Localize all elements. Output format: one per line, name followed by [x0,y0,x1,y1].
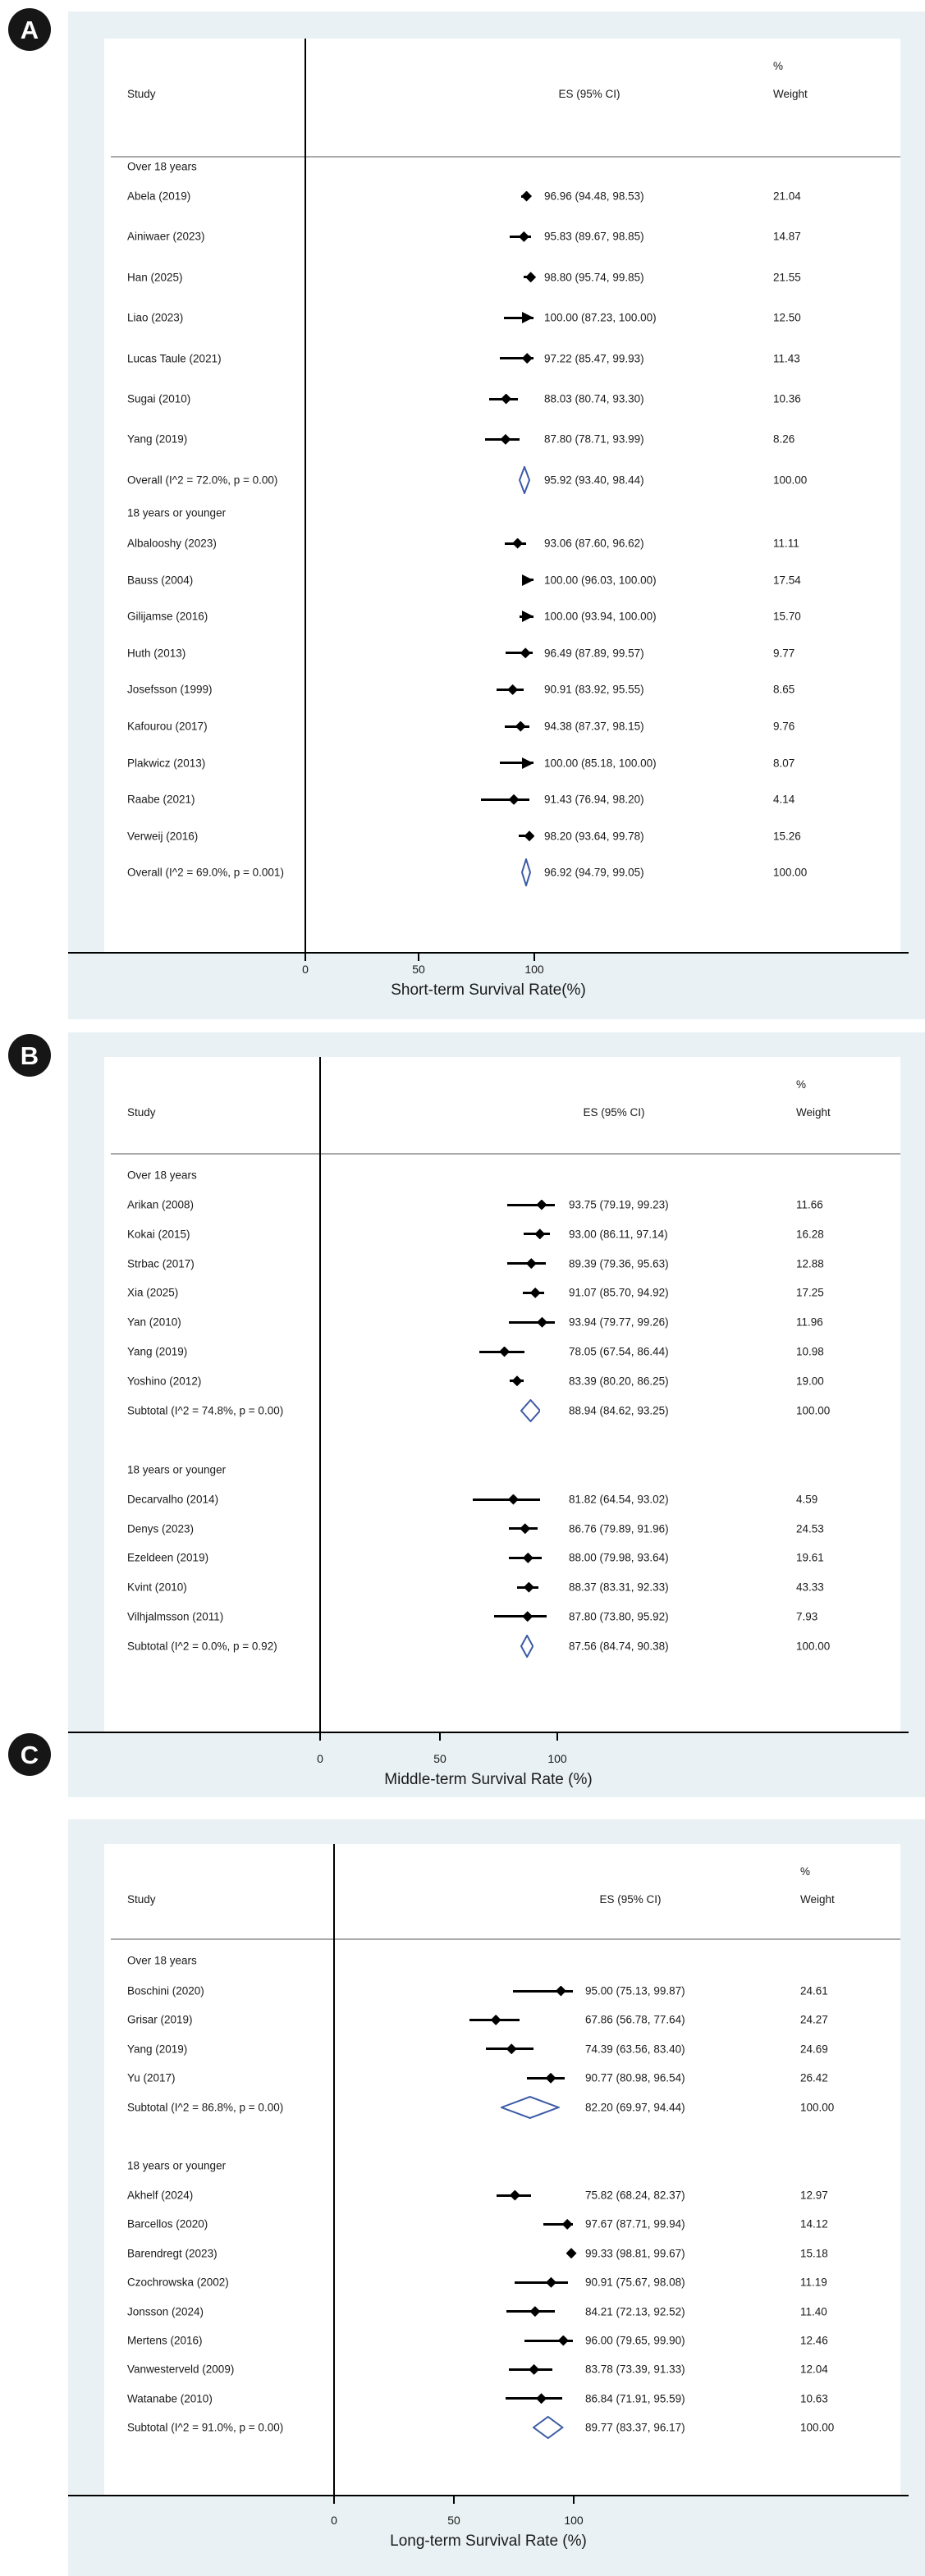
es-ci-value: 88.94 (84.62, 93.25) [569,1404,669,1417]
study-label: Yu (2017) [127,2071,176,2084]
effect-marker-diamond [526,1258,537,1269]
panel-letter: A [20,15,39,44]
x-axis-title: Long-term Survival Rate (%) [390,2533,587,2550]
es-ci-value: 95.00 (75.13, 99.87) [585,1984,685,1997]
column-header-percent: % [773,60,784,72]
weight-value: 24.27 [800,2013,828,2026]
es-ci-value: 93.06 (87.60, 96.62) [544,537,644,550]
study-label: Yoshino (2012) [127,1375,202,1388]
x-tick-label-100: 100 [564,2514,584,2527]
es-ci-value: 88.03 (80.74, 93.30) [544,392,644,405]
x-tick-100 [556,1733,558,1741]
weight-value: 4.14 [773,793,795,806]
effect-marker-diamond [524,830,534,841]
x-tick-0 [305,954,306,961]
x-tick-label-100: 100 [524,963,544,976]
study-label: Boschini (2020) [127,1984,204,1997]
effect-marker-diamond [546,2277,556,2288]
effect-marker-diamond [506,2043,517,2054]
weight-value: 100.00 [796,1640,831,1652]
column-header-weight: Weight [796,1106,831,1119]
weight-value: 100.00 [796,1404,831,1417]
column-header-study: Study [127,88,156,100]
es-ci-value: 87.80 (73.80, 95.92) [569,1610,669,1623]
column-header-study: Study [127,1106,156,1119]
panel-card [68,1032,925,1797]
ci-line [473,1498,540,1501]
study-label: Barcellos (2020) [127,2217,208,2231]
weight-value: 11.96 [796,1315,823,1329]
x-tick-label-0: 0 [331,2514,337,2527]
effect-marker-diamond [521,191,532,202]
study-label: Vilhjalmsson (2011) [127,1610,224,1623]
weight-value: 15.18 [800,2247,828,2260]
study-label: Albalooshy (2023) [127,537,217,550]
effect-marker-diamond [534,1229,545,1239]
es-ci-value: 87.80 (78.71, 93.99) [544,432,644,446]
weight-value: 11.11 [773,537,799,550]
pooled-diamond [501,2096,559,2119]
es-ci-value: 91.07 (85.70, 94.92) [569,1286,669,1299]
study-label: Decarvalho (2014) [127,1493,219,1506]
study-label: Josefsson (1999) [127,683,213,696]
weight-value: 12.97 [800,2189,828,2202]
study-label: Han (2025) [127,271,183,284]
group-label: 18 years or younger [127,1463,227,1476]
weight-value: 19.00 [796,1375,824,1388]
es-ci-value: 74.39 (63.56, 83.40) [585,2043,685,2056]
effect-marker-diamond [510,2190,520,2201]
study-label: Strbac (2017) [127,1257,195,1270]
es-ci-value: 86.84 (71.91, 95.59) [585,2392,685,2405]
weight-value: 26.42 [800,2071,828,2084]
study-label: Akhelf (2024) [127,2189,194,2202]
effect-marker-diamond [562,2219,573,2230]
es-ci-value: 94.38 (87.37, 98.15) [544,720,644,733]
pooled-diamond [520,1399,541,1422]
effect-marker-diamond [529,2306,540,2317]
weight-value: 7.93 [796,1610,818,1623]
es-ci-value: 93.94 (79.77, 99.26) [569,1315,669,1329]
effect-marker-diamond [501,394,511,405]
effect-marker-diamond [523,1553,533,1563]
weight-value: 19.61 [796,1551,824,1564]
summary-label: Subtotal (I^2 = 0.0%, p = 0.92) [127,1640,277,1652]
ci-line [506,2397,562,2400]
panel-letter: C [20,1740,39,1769]
effect-marker-diamond [522,353,533,364]
plot-area [104,1057,900,1732]
effect-marker-diamond [520,647,531,658]
forest-rows [104,1844,900,2495]
es-ci-value: 83.78 (73.39, 91.33) [585,2363,685,2376]
weight-value: 10.98 [796,1345,824,1358]
x-tick-0 [333,2496,335,2504]
weight-value: 10.36 [773,392,801,405]
es-ci-value: 90.91 (83.92, 95.55) [544,683,644,696]
effect-marker-diamond [529,2364,539,2375]
es-ci-value: 96.49 (87.89, 99.57) [544,647,644,660]
es-ci-value: 78.05 (67.54, 86.44) [569,1345,669,1358]
study-label: Kafourou (2017) [127,720,208,733]
x-tick-100 [533,954,535,961]
x-tick-0 [319,1733,321,1741]
x-tick-label-50: 50 [447,2514,460,2527]
weight-value: 8.65 [773,683,795,696]
effect-marker-diamond [511,1375,522,1386]
study-label: Gilijamse (2016) [127,610,208,623]
x-tick-50 [439,1733,441,1741]
effect-marker-diamond [536,2393,547,2404]
effect-marker-diamond [536,1200,547,1210]
es-ci-value: 83.39 (80.20, 86.25) [569,1375,669,1388]
ci-line [515,2281,568,2284]
es-ci-value: 91.43 (76.94, 98.20) [544,793,644,806]
column-header-percent: % [800,1865,811,1878]
es-ci-value: 99.33 (98.81, 99.67) [585,2247,685,2260]
x-tick-50 [453,2496,455,2504]
study-label: Liao (2023) [127,311,184,324]
weight-value: 43.33 [796,1581,824,1594]
x-tick-label-0: 0 [317,1752,323,1765]
weight-value: 10.63 [800,2392,828,2405]
effect-marker-diamond [558,2336,569,2346]
effect-marker-diamond [499,1347,510,1357]
weight-value: 12.04 [800,2363,828,2376]
es-ci-value: 98.20 (93.64, 99.78) [544,830,644,843]
study-label: Yang (2019) [127,2043,188,2056]
study-label: Kokai (2015) [127,1228,190,1241]
x-axis-line [68,2495,909,2496]
panel-a-badge [8,8,51,51]
weight-value: 24.53 [796,1522,824,1535]
summary-label: Subtotal (I^2 = 86.8%, p = 0.00) [127,2101,284,2114]
group-label: Over 18 years [127,1169,197,1182]
panel-card [68,11,925,1019]
effect-marker-diamond [509,794,520,805]
study-label: Mertens (2016) [127,2334,203,2347]
es-ci-value: 88.00 (79.98, 93.64) [569,1551,669,1564]
es-ci-value: 90.91 (75.67, 98.08) [585,2276,685,2289]
group-label: Over 18 years [127,160,197,173]
study-label: Huth (2013) [127,647,186,660]
effect-marker-diamond [519,231,529,242]
ci-line [481,798,529,801]
weight-value: 21.04 [773,190,801,203]
study-label: Plakwicz (2013) [127,757,206,770]
study-label: Vanwesterveld (2009) [127,2363,235,2376]
effect-marker-diamond [515,721,526,732]
summary-label: Subtotal (I^2 = 91.0%, p = 0.00) [127,2421,284,2434]
column-header-es: ES (95% CI) [558,88,620,100]
effect-marker-diamond [524,1582,534,1593]
x-tick-100 [573,2496,575,2504]
es-ci-value: 84.21 (72.13, 92.52) [585,2305,685,2318]
es-ci-value: 97.22 (85.47, 99.93) [544,352,644,365]
study-label: Lucas Taule (2021) [127,352,222,365]
es-ci-value: 90.77 (80.98, 96.54) [585,2071,685,2084]
study-label: Raabe (2021) [127,793,195,806]
x-tick-label-100: 100 [547,1752,567,1765]
study-label: Kvint (2010) [127,1581,187,1594]
study-label: Sugai (2010) [127,392,191,405]
study-label: Arikan (2008) [127,1198,195,1211]
column-header-weight: Weight [773,88,808,100]
es-ci-value: 82.20 (69.97, 94.44) [585,2101,685,2114]
ci-line [494,1615,547,1617]
forest-rows [104,39,900,952]
weight-value: 11.43 [773,352,800,365]
es-ci-value: 98.80 (95.74, 99.85) [544,271,644,284]
x-axis-line [68,952,909,954]
effect-marker-diamond [508,1494,519,1505]
weight-value: 8.26 [773,432,795,446]
effect-marker-diamond [522,1611,533,1622]
effect-marker-diamond [566,2248,577,2258]
es-ci-value: 88.37 (83.31, 92.33) [569,1581,669,1594]
weight-value: 12.46 [800,2334,828,2347]
panel-b-badge [8,1034,51,1077]
plot-area [104,39,900,952]
weight-value: 14.87 [773,230,801,243]
panel-c-badge [8,1733,51,1776]
summary-label: Overall (I^2 = 69.0%, p = 0.001) [127,866,284,879]
ci-line [509,1321,555,1324]
es-ci-value: 100.00 (87.23, 100.00) [544,311,657,324]
x-axis-title: Short-term Survival Rate(%) [391,981,586,999]
pooled-diamond [533,2416,563,2439]
weight-value: 100.00 [773,866,808,879]
es-ci-value: 87.56 (84.74, 90.38) [569,1640,669,1652]
study-label: Grisar (2019) [127,2013,193,2026]
study-label: Yang (2019) [127,432,188,446]
weight-value: 12.50 [773,311,801,324]
column-header-weight: Weight [800,1893,835,1906]
x-axis-title: Middle-term Survival Rate (%) [384,1771,593,1788]
es-ci-value: 75.82 (68.24, 82.37) [585,2189,685,2202]
weight-value: 8.07 [773,757,795,770]
study-label: Yang (2019) [127,1345,188,1358]
es-ci-value: 100.00 (93.94, 100.00) [544,610,657,623]
group-label: 18 years or younger [127,2159,227,2172]
effect-marker-diamond [491,2015,501,2025]
weight-value: 100.00 [773,474,808,487]
es-ci-value: 96.00 (79.65, 99.90) [585,2334,685,2347]
weight-value: 16.28 [796,1228,824,1241]
effect-marker-diamond [546,2073,556,2084]
weight-value: 100.00 [800,2421,835,2434]
pooled-diamond [521,858,531,886]
study-label: Xia (2025) [127,1286,179,1299]
study-label: Ainiwaer (2023) [127,230,205,243]
effect-marker-arrow [522,611,533,622]
weight-value: 17.25 [796,1286,824,1299]
x-axis-line [68,1732,909,1733]
study-label: Jonsson (2024) [127,2305,204,2318]
x-tick-label-0: 0 [302,963,309,976]
es-ci-value: 95.83 (89.67, 98.85) [544,230,644,243]
effect-marker-diamond [500,434,511,445]
weight-value: 21.55 [773,271,801,284]
effect-marker-arrow [522,574,533,586]
es-ci-value: 89.39 (79.36, 95.63) [569,1257,669,1270]
effect-marker-arrow [522,312,533,323]
study-label: Abela (2019) [127,190,191,203]
weight-value: 11.66 [796,1198,823,1211]
x-tick-label-50: 50 [433,1752,446,1765]
es-ci-value: 95.92 (93.40, 98.44) [544,474,644,487]
effect-marker-diamond [525,272,536,282]
study-label: Verweij (2016) [127,830,199,843]
effect-marker-diamond [520,1523,530,1534]
study-label: Denys (2023) [127,1522,195,1535]
weight-value: 9.76 [773,720,795,733]
weight-value: 14.12 [800,2217,828,2231]
weight-value: 15.26 [773,830,801,843]
panel-card [68,1819,925,2576]
x-tick-label-50: 50 [412,963,425,976]
study-label: Bauss (2004) [127,574,194,587]
column-header-study: Study [127,1893,156,1906]
weight-value: 9.77 [773,647,795,660]
study-label: Watanabe (2010) [127,2392,213,2405]
es-ci-value: 96.96 (94.48, 98.53) [544,190,644,203]
column-header-es: ES (95% CI) [599,1893,662,1906]
study-label: Yan (2010) [127,1315,181,1329]
weight-value: 100.00 [800,2101,835,2114]
effect-marker-arrow [522,757,533,769]
effect-marker-diamond [537,1317,547,1328]
es-ci-value: 93.75 (79.19, 99.23) [569,1198,669,1211]
summary-label: Subtotal (I^2 = 74.8%, p = 0.00) [127,1404,284,1417]
study-label: Czochrowska (2002) [127,2276,229,2289]
study-label: Ezeldeen (2019) [127,1551,209,1564]
pooled-diamond [519,466,530,494]
x-tick-50 [418,954,419,961]
study-label: Barendregt (2023) [127,2247,218,2260]
es-ci-value: 96.92 (94.79, 99.05) [544,866,644,879]
effect-marker-diamond [507,684,518,695]
weight-value: 11.19 [800,2276,827,2289]
es-ci-value: 100.00 (96.03, 100.00) [544,574,657,587]
es-ci-value: 100.00 (85.18, 100.00) [544,757,657,770]
plot-area [104,1844,900,2495]
group-label: 18 years or younger [127,506,227,519]
weight-value: 17.54 [773,574,801,587]
column-header-percent: % [796,1078,807,1091]
effect-marker-diamond [556,1986,566,1997]
es-ci-value: 89.77 (83.37, 96.17) [585,2421,685,2434]
weight-value: 4.59 [796,1493,818,1506]
summary-label: Overall (I^2 = 72.0%, p = 0.00) [127,474,278,487]
es-ci-value: 93.00 (86.11, 97.14) [569,1228,668,1241]
weight-value: 12.88 [796,1257,824,1270]
column-header-es: ES (95% CI) [583,1106,645,1119]
effect-marker-diamond [512,538,523,549]
es-ci-value: 81.82 (64.54, 93.02) [569,1493,669,1506]
weight-value: 11.40 [800,2305,827,2318]
pooled-diamond [520,1635,533,1658]
effect-marker-diamond [530,1288,541,1298]
ci-line [507,1204,555,1206]
group-label: Over 18 years [127,1954,197,1967]
weight-value: 15.70 [773,610,801,623]
weight-value: 24.69 [800,2043,828,2056]
es-ci-value: 67.86 (56.78, 77.64) [585,2013,685,2026]
es-ci-value: 97.67 (87.71, 99.94) [585,2217,685,2231]
panel-letter: B [20,1041,39,1070]
weight-value: 24.61 [800,1984,828,1997]
forest-rows [104,1057,900,1732]
es-ci-value: 86.76 (79.89, 91.96) [569,1522,669,1535]
